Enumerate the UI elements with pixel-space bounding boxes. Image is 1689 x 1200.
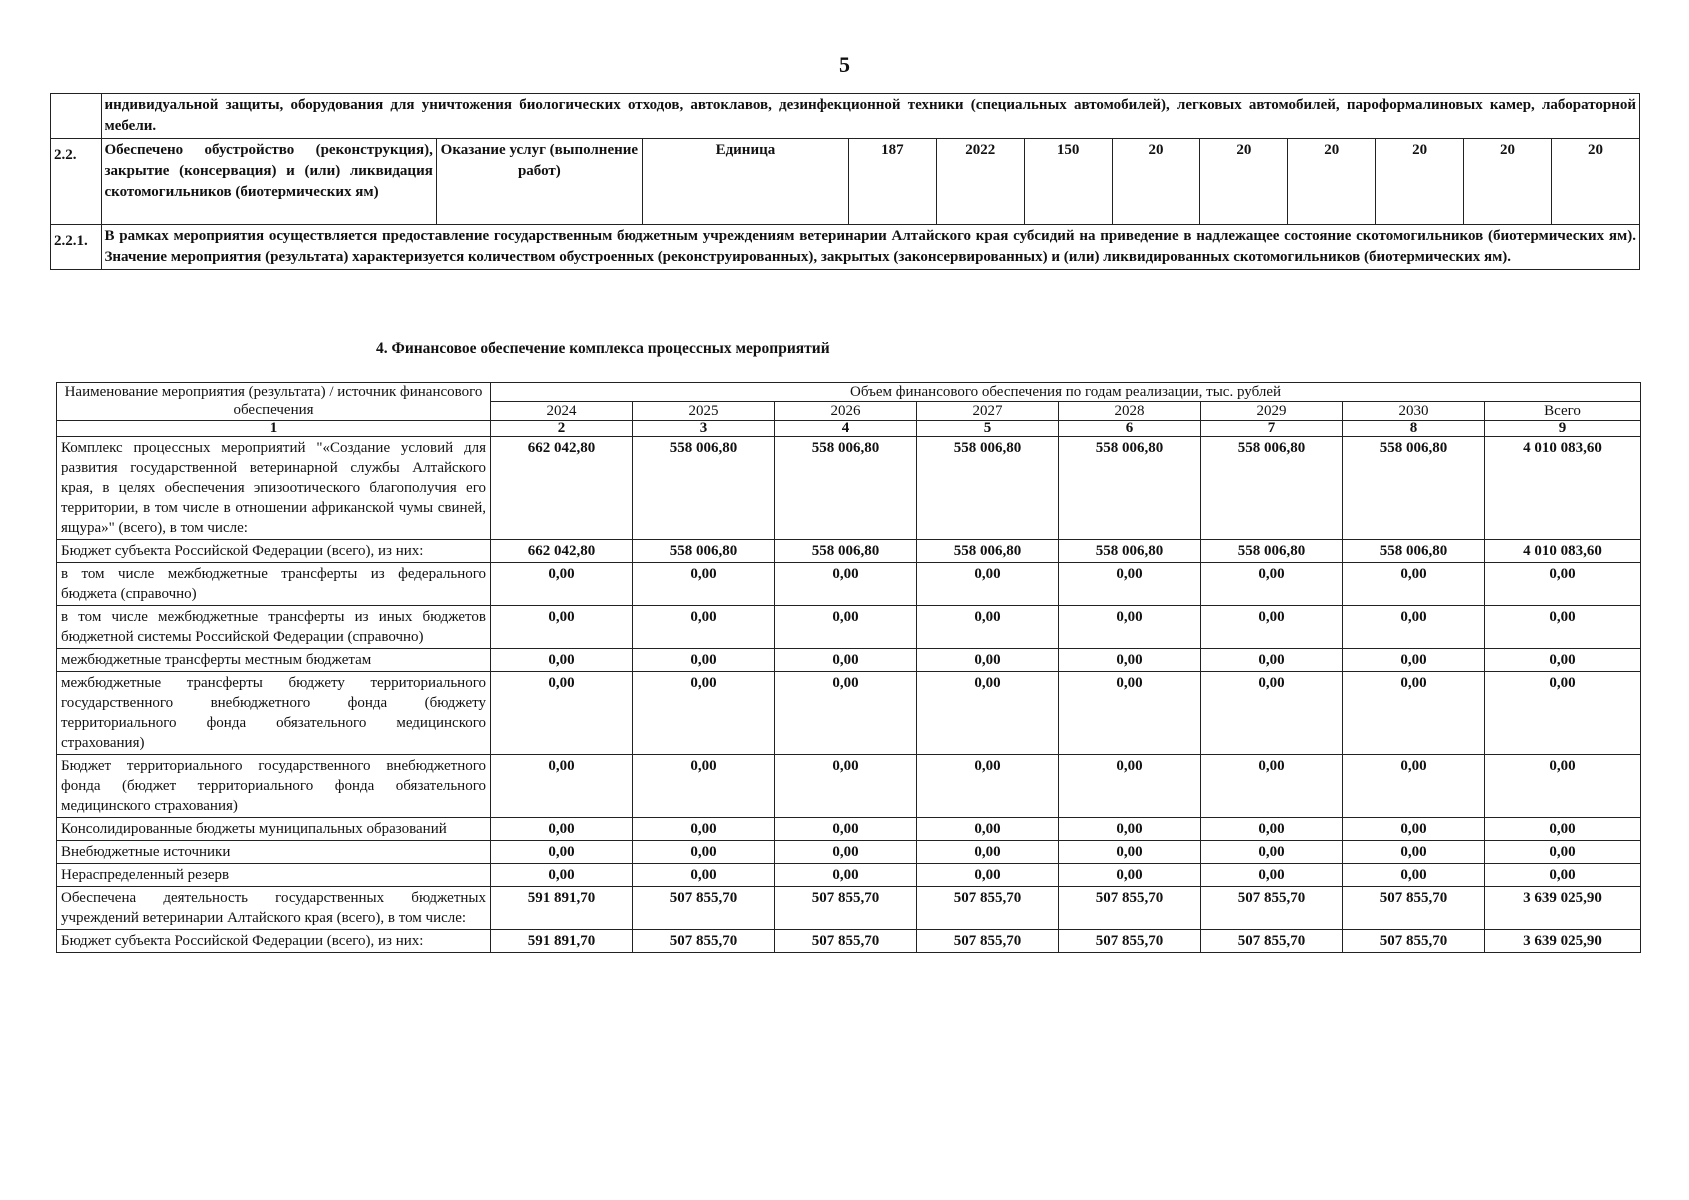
finance-value: 0,00 [917, 864, 1059, 887]
finance-value: 0,00 [1343, 649, 1485, 672]
finance-value: 507 855,70 [917, 887, 1059, 930]
measure-value: 20 [1288, 139, 1376, 225]
finance-value: 507 855,70 [633, 887, 775, 930]
finance-value: 0,00 [775, 563, 917, 606]
finance-value: 0,00 [1059, 818, 1201, 841]
finance-value: 0,00 [775, 672, 917, 755]
finance-row-name: межбюджетные трансферты местным бюджетам [57, 649, 491, 672]
finance-row-name: Бюджет субъекта Российской Федерации (всего), из них: [57, 540, 491, 563]
measure-value: 20 [1112, 139, 1200, 225]
finance-value: 0,00 [1343, 841, 1485, 864]
finance-value: 558 006,80 [1201, 540, 1343, 563]
finance-value: 558 006,80 [1343, 437, 1485, 540]
finance-value: 507 855,70 [917, 930, 1059, 953]
finance-value: 0,00 [1201, 649, 1343, 672]
header-volume-cell: Объем финансового обеспечения по годам реализации, тыс. рублей [491, 383, 1641, 402]
finance-row [57, 818, 1641, 841]
measure-value: 187 [848, 139, 936, 225]
finance-value: 0,00 [1059, 606, 1201, 649]
column-number: 1 [57, 421, 491, 437]
measure-row [51, 139, 1640, 225]
finance-value: 558 006,80 [917, 437, 1059, 540]
year-header: 2028 [1059, 402, 1201, 421]
finance-value: 0,00 [775, 755, 917, 818]
finance-total-value: 0,00 [1485, 755, 1641, 818]
finance-row [57, 672, 1641, 755]
finance-row [57, 755, 1641, 818]
continuation-text: индивидуальной защиты, оборудования для уничтожения биологических отходов, автоклавов, дезинфекционной техники (специальных автомобилей), легковых автомобилей, пароформалиновых камер, лабораторной мебели. [101, 94, 1640, 139]
finance-value: 0,00 [1343, 606, 1485, 649]
column-number: 9 [1485, 421, 1641, 437]
finance-value: 0,00 [917, 818, 1059, 841]
finance-value: 558 006,80 [775, 437, 917, 540]
finance-value: 0,00 [1343, 563, 1485, 606]
empty-number-cell [51, 94, 102, 139]
finance-value: 0,00 [917, 672, 1059, 755]
page-number: 5 [839, 52, 850, 77]
finance-value: 0,00 [917, 606, 1059, 649]
column-number-row [57, 421, 1641, 437]
finance-total-value: 3 639 025,90 [1485, 887, 1641, 930]
finance-row [57, 437, 1641, 540]
finance-value: 0,00 [491, 841, 633, 864]
finance-value: 591 891,70 [491, 930, 633, 953]
column-number: 5 [917, 421, 1059, 437]
finance-value: 0,00 [633, 606, 775, 649]
measure-name: Обеспечено обустройство (реконструкция), закрытие (консервация) и (или) ликвидация скотомогильников (биотермических ям) [101, 139, 436, 225]
finance-value: 0,00 [1343, 818, 1485, 841]
measure-value: 2022 [936, 139, 1024, 225]
measure-number: 2.2. [51, 139, 102, 225]
finance-value: 0,00 [1059, 864, 1201, 887]
finance-value: 0,00 [1059, 649, 1201, 672]
finance-row [57, 563, 1641, 606]
finance-value: 0,00 [1059, 672, 1201, 755]
finance-value: 0,00 [633, 864, 775, 887]
finance-table [56, 382, 1641, 953]
year-header: 2025 [633, 402, 775, 421]
finance-value: 558 006,80 [917, 540, 1059, 563]
measure-note-row [51, 225, 1640, 270]
finance-value: 0,00 [917, 563, 1059, 606]
finance-value: 0,00 [1343, 864, 1485, 887]
finance-value: 0,00 [633, 563, 775, 606]
year-header: 2026 [775, 402, 917, 421]
finance-value: 591 891,70 [491, 887, 633, 930]
finance-value: 0,00 [491, 818, 633, 841]
finance-value: 0,00 [1201, 841, 1343, 864]
finance-total-value: 0,00 [1485, 841, 1641, 864]
finance-total-value: 0,00 [1485, 649, 1641, 672]
finance-value: 507 855,70 [775, 887, 917, 930]
finance-value: 558 006,80 [1201, 437, 1343, 540]
finance-value: 0,00 [491, 649, 633, 672]
measure-type: Оказание услуг (выполнение работ) [436, 139, 642, 225]
finance-total-value: 3 639 025,90 [1485, 930, 1641, 953]
finance-value: 0,00 [1201, 672, 1343, 755]
finance-row-name: межбюджетные трансферты бюджету территориального государственного внебюджетного фонда (бюджету территориального фонда обязательного медицинского страхования) [57, 672, 491, 755]
finance-row-name: Консолидированные бюджеты муниципальных образований [57, 818, 491, 841]
measure-value: 20 [1376, 139, 1464, 225]
measure-unit: Единица [642, 139, 848, 225]
finance-row [57, 649, 1641, 672]
finance-total-value: 4 010 083,60 [1485, 437, 1641, 540]
finance-value: 507 855,70 [775, 930, 917, 953]
finance-value: 0,00 [1343, 755, 1485, 818]
finance-value: 0,00 [775, 649, 917, 672]
finance-value: 0,00 [633, 755, 775, 818]
finance-value: 0,00 [917, 755, 1059, 818]
finance-row-name: Нераспределенный резерв [57, 864, 491, 887]
finance-value: 0,00 [633, 841, 775, 864]
finance-value: 0,00 [775, 606, 917, 649]
finance-body [57, 437, 1641, 953]
total-header: Всего [1485, 402, 1641, 421]
finance-value: 507 855,70 [1059, 887, 1201, 930]
finance-value: 507 855,70 [1343, 930, 1485, 953]
finance-value: 0,00 [1343, 672, 1485, 755]
finance-value: 0,00 [1201, 755, 1343, 818]
finance-value: 0,00 [917, 841, 1059, 864]
year-header: 2029 [1201, 402, 1343, 421]
finance-row-name: Комплекс процессных мероприятий "«Создание условий для развития государственной ветеринарной службы Алтайского края, в целях обеспечения эпизоотического благополучия его территории, в том числе в отношении африканской чумы свиней, ящура»" (всего), в том числе: [57, 437, 491, 540]
finance-value: 0,00 [1059, 841, 1201, 864]
finance-row-name: Бюджет территориального государственного внебюджетного фонда (бюджет территориального фонда обязательного медицинского страхования) [57, 755, 491, 818]
finance-row [57, 841, 1641, 864]
finance-row-name: Внебюджетные источники [57, 841, 491, 864]
measure-value: 20 [1551, 139, 1639, 225]
continuation-row [51, 94, 1640, 139]
finance-value: 558 006,80 [1343, 540, 1485, 563]
year-header: 2030 [1343, 402, 1485, 421]
header-name-cell: Наименование мероприятия (результата) / источник финансового обеспечения [57, 383, 491, 421]
finance-value: 0,00 [775, 841, 917, 864]
measures-table [50, 93, 1640, 270]
finance-value: 0,00 [1201, 818, 1343, 841]
finance-header-row [57, 383, 1641, 402]
finance-value: 0,00 [1059, 563, 1201, 606]
finance-value: 0,00 [917, 649, 1059, 672]
section-heading: 4. Финансовое обеспечение комплекса процессных мероприятий [376, 340, 830, 357]
finance-value: 0,00 [1059, 755, 1201, 818]
finance-value: 558 006,80 [1059, 540, 1201, 563]
finance-row-name: Обеспечена деятельность государственных бюджетных учреждений ветеринарии Алтайского края (всего), в том числе: [57, 887, 491, 930]
finance-value: 0,00 [775, 864, 917, 887]
finance-value: 0,00 [491, 755, 633, 818]
finance-total-value: 0,00 [1485, 563, 1641, 606]
finance-row-name: Бюджет субъекта Российской Федерации (всего), из них: [57, 930, 491, 953]
finance-row [57, 930, 1641, 953]
note-number: 2.2.1. [51, 225, 102, 270]
finance-value: 0,00 [1201, 563, 1343, 606]
finance-value: 558 006,80 [633, 437, 775, 540]
finance-value: 0,00 [491, 864, 633, 887]
finance-row [57, 540, 1641, 563]
finance-row-name: в том числе межбюджетные трансферты из федерального бюджета (справочно) [57, 563, 491, 606]
column-number: 8 [1343, 421, 1485, 437]
finance-value: 507 855,70 [633, 930, 775, 953]
measure-value: 20 [1200, 139, 1288, 225]
finance-total-value: 0,00 [1485, 864, 1641, 887]
column-number: 4 [775, 421, 917, 437]
finance-value: 507 855,70 [1059, 930, 1201, 953]
finance-value: 507 855,70 [1343, 887, 1485, 930]
finance-total-value: 4 010 083,60 [1485, 540, 1641, 563]
finance-value: 662 042,80 [491, 540, 633, 563]
year-header: 2024 [491, 402, 633, 421]
finance-value: 0,00 [775, 818, 917, 841]
finance-value: 662 042,80 [491, 437, 633, 540]
finance-total-value: 0,00 [1485, 606, 1641, 649]
finance-total-value: 0,00 [1485, 818, 1641, 841]
finance-value: 558 006,80 [633, 540, 775, 563]
column-number: 2 [491, 421, 633, 437]
finance-value: 0,00 [491, 563, 633, 606]
finance-row [57, 864, 1641, 887]
finance-row [57, 887, 1641, 930]
measure-value: 20 [1464, 139, 1552, 225]
column-number: 6 [1059, 421, 1201, 437]
column-number: 7 [1201, 421, 1343, 437]
year-header: 2027 [917, 402, 1059, 421]
finance-value: 0,00 [1201, 606, 1343, 649]
finance-value: 507 855,70 [1201, 887, 1343, 930]
finance-value: 558 006,80 [1059, 437, 1201, 540]
finance-value: 0,00 [633, 649, 775, 672]
finance-value: 0,00 [491, 606, 633, 649]
finance-row-name: в том числе межбюджетные трансферты из иных бюджетов бюджетной системы Российской Федерации (справочно) [57, 606, 491, 649]
finance-value: 0,00 [633, 672, 775, 755]
note-text: В рамках мероприятия осуществляется предоставление государственным бюджетным учреждениям ветеринарии Алтайского края субсидий на приведение в надлежащее состояние скотомогильников (биотермических ям). Значение мероприятия (результата) характеризуется количеством обустроенных (реконструированных), закрытых (законсервированных) и (или) ликвидированных скотомогильников (биотермических ям). [101, 225, 1640, 270]
finance-total-value: 0,00 [1485, 672, 1641, 755]
finance-value: 558 006,80 [775, 540, 917, 563]
finance-value: 507 855,70 [1201, 930, 1343, 953]
finance-value: 0,00 [491, 672, 633, 755]
finance-row [57, 606, 1641, 649]
finance-value: 0,00 [633, 818, 775, 841]
finance-value: 0,00 [1201, 864, 1343, 887]
measure-value: 150 [1024, 139, 1112, 225]
column-number: 3 [633, 421, 775, 437]
